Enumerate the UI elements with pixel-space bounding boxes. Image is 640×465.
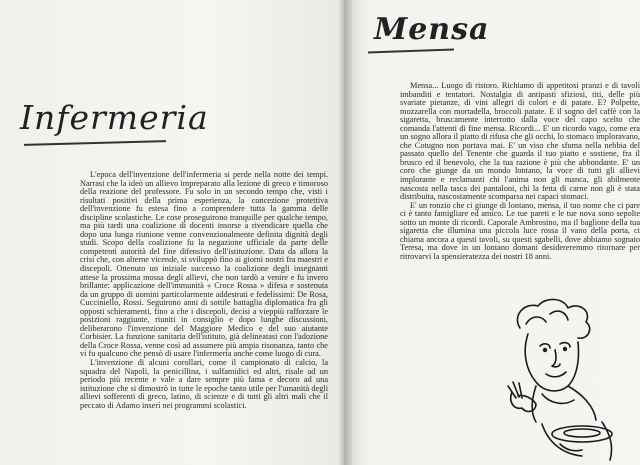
paragraph: L'epoca dell'invenzione dell'infermeria si perde nella notte dei tempi. Narrasi che la ideò un allievo impreparato alla lezione di greco e timoroso della reazione del professore. Fu solo in un secondo tempo che, visti i risultati positivi della prima esperienza, la concezione protettiva dell'invenzione fu estesa fino a comprendere tutta la gamma delle discipline scolastiche. Le cose proseguirono tranquille per qualche tempo, ma più tardi una coalizione di docenti insorse a rivendicare quella che dopo una lunga riunione venne convenzionalmente definita dignità degli studi. Scopo della coalizione fu la negazione ufficiale da parte delle competenti autorità del fine difensivo dell'istituzione. Data da allora la crisi che, con alterne vicende, si sviluppò fino ai giorni nostri fra maestri e discepoli. Ottenuto un iniziale successo la coalizione degli insegnanti attese la prossima mossa degli allievi, che non tardò a venire e fu invero brillante: applicazione dell'immunità « Croce Rossa » difesa e sostenuta da un gruppo di uomini particolarmente addestrati e fedelissimi: De Rosa, Cucciniello, Rossi. Seguirono anni di sottile battaglia diplomatica fra gli opposti schieramenti, fino a che i discepoli, decisi a vieppiù rafforzare le posizioni raggiunte, riuniti in consiglio e dopo lunghe discussioni, deliberarono l'invenzione del Maggiore Medico e del suo aiutante Corbisier. La funzione sanitaria dell'istituto, già delineatasi con l'adozione della Croce Rossa, venne così ad assumere più ampia risonanza, tanto che vi fu qualcuno che pensò di usare l'infermeria anche come luogo di cura. [80, 170, 328, 359]
paragraph: Mensa... Luogo di ristoro. Richiamo di appetitosi pranzi e di tavoli imbanditi e tentatori. Nostalgia di antipasti sfiziosi, titi, delle più svariate pietanze, di vini allegri di colori e di patate. E? Polpette, mozzarella con mortadella, broccoli patate. E il sogno del caffè con la sigaretta, bruscamente interrotto dalla voce del capo scelto che comanda l'attenti di fine mensa. Ricordi... E' un ricordo vago, come era un sogno allora il piatto di rifusa che gli occhi, lo stomaco imploravano, che Cotugno non portava mai. E' un viso che sfuma nella nebbia del passato quello del Tenente che guarda il tuo piatto e sostiene, fra il brusco ed il benevolo, che la tua razione è più che abbondante. E' un coro che giunge da un mondo lontano, la voce di tutti gli allievi implorante e reclamanti chi l'anima non gli manca, gli abilmente nascosta nella tasca dei pantaloni, chi la fetta di carne non gli è stata distribuita, nascostamente scomparsa nei capaci stomaci. [400, 81, 640, 202]
caricature-illustration [502, 294, 640, 465]
title-underline [368, 48, 454, 53]
paragraph: L'invenzione di alcuni corollari, come il campionato di calcio, la squadra del Napoli, la penicillina, i sulfamidici ed altri, risale ad un periodo più recente e vale a dare sempre più fama e decoro ad una istituzione che si dimostrò in tutte le epoche tanto utile per l'umanità degli allievi sofferenti di greco, latino, di scienze e di tutti gli altri mali che il peccato di Adamo inserì nei programmi scolastici. [80, 358, 328, 410]
mensa-body [400, 82, 640, 261]
right-page [344, 0, 640, 465]
paragraph: E' un ronzio che ci giunge di lontano, mensa, il tuo nome che ci pare ci è tanto famigliare ed amico. Le tue pareti e le tue nova sono sepolte sotto un monte di ricordi. Caporale Ambrosino, ma il baglione della tua sigaretta che illumina una piccola luce rossa il vano della porta, ci chiama ancora a questi tavoli, su questi sgabelli, dove abbiamo sognato Teresa, ma dove in un lontano domani desidereremmo ritornare per ritrovarvi la spensieratezza dei nostri 18 anni. [400, 200, 640, 261]
infermeria-body [80, 171, 328, 410]
infermeria-title: Infermeria [20, 98, 209, 137]
mensa-title: Mensa [374, 12, 490, 47]
title-underline [24, 140, 166, 146]
book-gutter-shadow [338, 0, 352, 465]
